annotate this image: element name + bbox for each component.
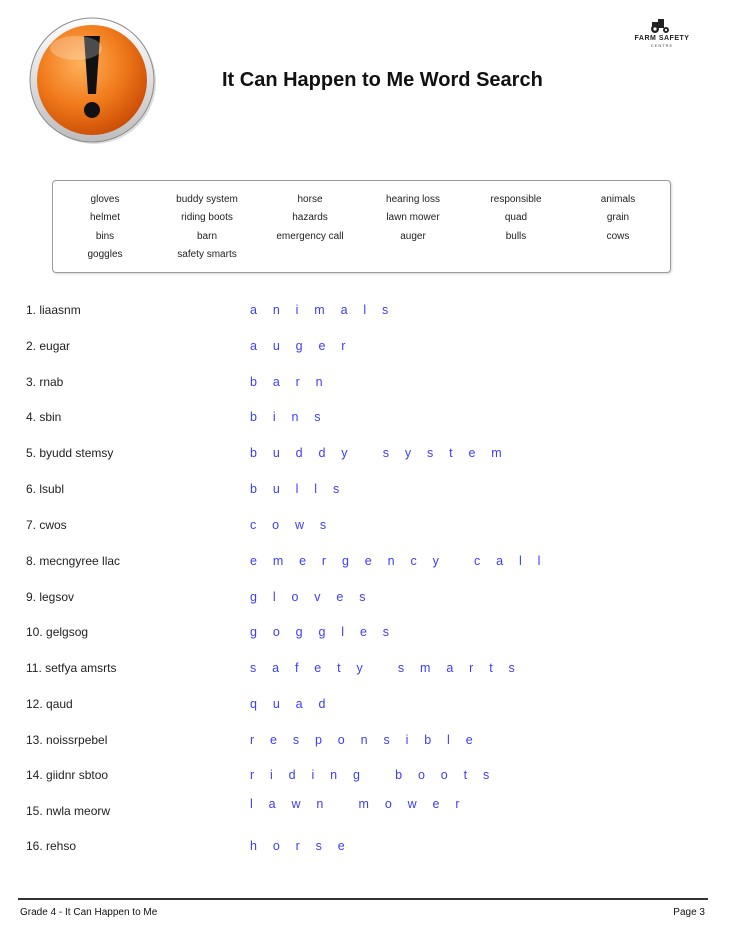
word-bank-item: gloves <box>90 194 120 205</box>
word-bank-item: emergency call <box>276 231 344 242</box>
answer-text: l a w n m o w e r <box>250 797 466 811</box>
answer-text: b a r n <box>250 375 329 389</box>
word-bank-item: safety smarts <box>177 249 237 260</box>
answer-text: a u g e r <box>250 339 352 353</box>
scrambled-word: 6. lsubl <box>26 482 65 496</box>
answer-text: b i n s <box>250 410 327 424</box>
scrambled-word: 2. eugar <box>26 339 71 353</box>
logo-text: FARM SAFETY <box>634 35 690 42</box>
answer-text: b u d d y s y s t e m <box>250 446 508 460</box>
word-bank-item: auger <box>400 231 426 242</box>
answer-text: s a f e t y s m a r t s <box>250 661 521 675</box>
word-bank-item: quad <box>504 212 528 223</box>
scrambled-word: 3. rnab <box>26 375 64 389</box>
answer-text: b u l l s <box>250 482 346 496</box>
word-bank-item: horse <box>297 194 323 205</box>
word-bank-item: cows <box>606 231 630 242</box>
scrambled-word: 12. qaud <box>26 697 73 711</box>
scrambled-word: 14. giidnr sbtoo <box>26 768 109 782</box>
word-bank-item: bins <box>95 231 115 242</box>
scrambled-word: 4. sbin <box>26 410 62 424</box>
page-title: It Can Happen to Me Word Search <box>222 69 543 91</box>
word-bank <box>52 180 671 273</box>
word-bank-item: barn <box>196 231 218 242</box>
answer-text: a n i m a l s <box>250 303 395 317</box>
scrambled-word: 11. setfya amsrts <box>26 661 117 675</box>
word-bank-item: riding boots <box>181 212 233 223</box>
word-bank-item: bulls <box>505 231 527 242</box>
word-bank-item: helmet <box>89 212 121 223</box>
footer-divider <box>18 898 708 900</box>
footer-left-text: Grade 4 - It Can Happen to Me <box>20 907 158 918</box>
scrambled-word: 10. gelgsog <box>26 625 89 639</box>
word-bank-item: hazards <box>292 212 328 223</box>
answer-text: e m e r g e n c y c a l l <box>250 554 547 568</box>
scrambled-word: 13. noissrpebel <box>26 733 108 747</box>
answer-text: g l o v e s <box>250 590 372 604</box>
scrambled-word: 1. liaasnm <box>26 303 81 317</box>
scrambled-word: 9. legsov <box>26 590 75 604</box>
word-bank-item: animals <box>600 194 636 205</box>
logo-subtext: CENTRE <box>650 43 674 48</box>
word-bank-item: responsible <box>490 194 542 205</box>
answer-text: h o r s e <box>250 839 351 853</box>
scrambled-word: 8. mecngyree llac <box>26 554 121 568</box>
word-bank-item: goggles <box>87 249 123 260</box>
scrambled-word: 5. byudd stemsy <box>26 446 114 460</box>
word-bank-item: grain <box>606 212 630 223</box>
answer-text: r e s p o n s i b l e <box>250 733 479 747</box>
answer-text: r i d i n g b o o t s <box>250 768 496 782</box>
answer-text: g o g g l e s <box>250 625 396 639</box>
page-number: Page 3 <box>673 907 705 918</box>
scrambled-word: 16. rehso <box>26 839 77 853</box>
answer-text: q u a d <box>250 697 332 711</box>
word-bank-item: lawn mower <box>386 212 440 223</box>
tractor-icon <box>622 18 702 34</box>
scrambled-word: 7. cwos <box>26 518 67 532</box>
word-bank-item: hearing loss <box>386 194 440 205</box>
answer-text: c o w s <box>250 518 333 532</box>
warning-icon <box>26 14 158 146</box>
farm-safety-logo <box>622 18 702 50</box>
scrambled-word: 15. nwla meorw <box>26 804 111 818</box>
word-bank-item: buddy system <box>176 194 238 205</box>
